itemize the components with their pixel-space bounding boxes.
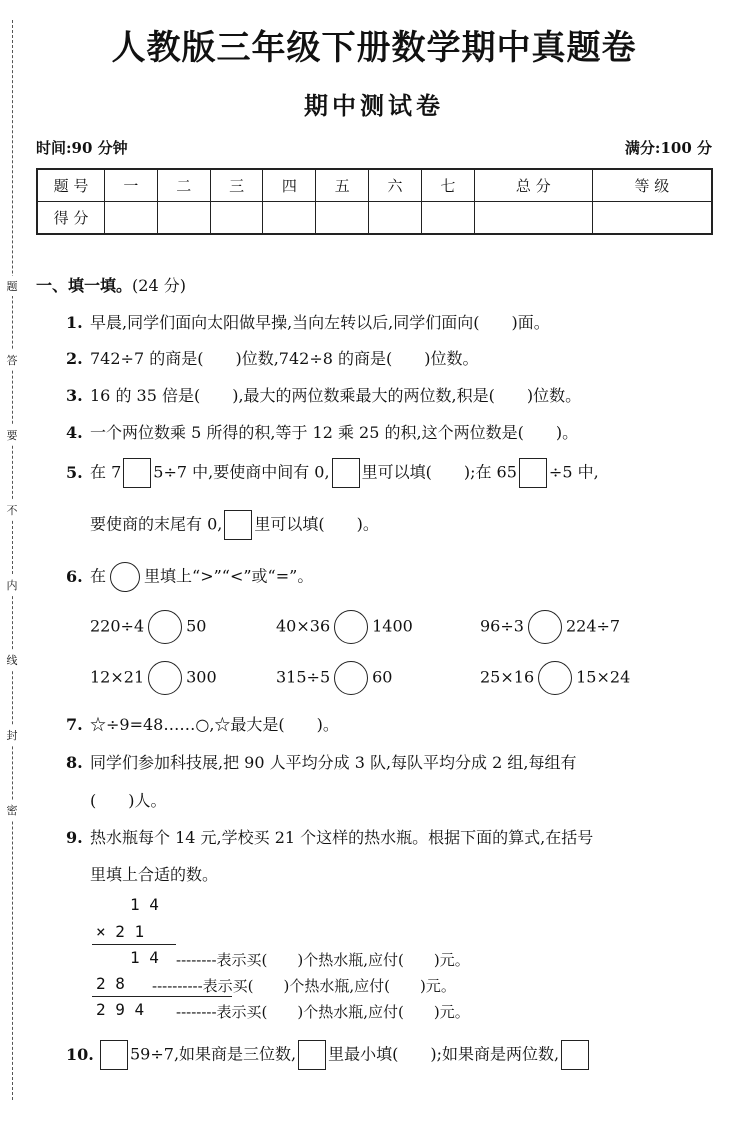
calc-note: --------表示买( )个热水瓶,应付( )元。 xyxy=(176,1003,470,1021)
question-text: 5÷7 中,要使商中间有 0, xyxy=(153,462,330,482)
score-row-label: 得 分 xyxy=(37,202,105,235)
score-header-cell: 七 xyxy=(421,169,474,202)
margin-char: 封 xyxy=(5,725,19,745)
question-text: 59÷7,如果商是三位数, xyxy=(130,1044,297,1064)
calc-partial-1: 1 4 xyxy=(130,948,159,967)
question-text: 16 的 35 倍是( ),最大的两位数乘最大的两位数,积是( )位数。 xyxy=(90,386,582,405)
compare-circle[interactable] xyxy=(148,610,182,644)
answer-box[interactable] xyxy=(519,458,547,488)
score-header-cell: 六 xyxy=(369,169,422,202)
compare-left: 96÷3 xyxy=(480,616,524,636)
answer-box[interactable] xyxy=(224,510,252,540)
question-number: 7. xyxy=(66,715,83,734)
time-limit: 时间:90 分钟 xyxy=(36,139,128,157)
answer-box[interactable] xyxy=(561,1040,589,1070)
compare-left: 220÷4 xyxy=(90,616,145,636)
question-text: ÷5 中, xyxy=(548,462,599,482)
question-5 xyxy=(66,458,599,488)
answer-box[interactable] xyxy=(332,458,360,488)
calc-note: --------表示买( )个热水瓶,应付( )元。 xyxy=(176,951,470,969)
question-text: 里最小填( );如果商是两位数, xyxy=(328,1044,560,1064)
margin-char: 密 xyxy=(5,800,19,820)
score-header-cell: 五 xyxy=(316,169,369,202)
question-number: 6. xyxy=(66,566,83,586)
question-4 xyxy=(66,420,578,443)
score-header-cell: 题 号 xyxy=(37,169,105,202)
question-9 xyxy=(66,825,593,848)
question-10 xyxy=(66,1040,591,1070)
margin-char: 线 xyxy=(5,650,19,670)
question-8 xyxy=(66,750,577,773)
compare-item xyxy=(90,610,206,644)
score-cell[interactable] xyxy=(592,202,712,235)
score-cell[interactable] xyxy=(105,202,158,235)
question-7 xyxy=(66,712,339,735)
section-points: (24 分) xyxy=(132,276,186,295)
full-score: 满分:100 分 xyxy=(624,139,712,157)
question-1 xyxy=(66,310,550,333)
page-subtitle: 期中测试卷 xyxy=(304,92,444,120)
question-number: 8. xyxy=(66,753,83,772)
circle-symbol xyxy=(110,562,140,592)
section-title: 一、填一填。 xyxy=(36,276,133,295)
question-text: 在 xyxy=(90,566,107,586)
question-text: 在 7 xyxy=(90,462,122,482)
question-text: 里可以填( )。 xyxy=(254,514,379,534)
score-value-row xyxy=(37,202,712,235)
margin-char: 内 xyxy=(5,575,19,595)
score-cell[interactable] xyxy=(210,202,263,235)
score-cell[interactable] xyxy=(369,202,422,235)
compare-circle[interactable] xyxy=(334,610,368,644)
question-text: 同学们参加科技展,把 90 人平均分成 3 队,每队平均分成 2 组,每组有 xyxy=(90,753,577,772)
question-5-line2 xyxy=(90,510,379,540)
question-9-line2: 里填上合适的数。 xyxy=(90,865,219,884)
answer-box[interactable] xyxy=(123,458,151,488)
calc-multiplier: × 2 1 xyxy=(96,922,145,941)
question-number: 2. xyxy=(66,349,83,368)
score-header-cell: 总 分 xyxy=(474,169,592,202)
compare-item xyxy=(90,661,217,695)
score-header-cell: 一 xyxy=(105,169,158,202)
margin-char: 题 xyxy=(5,276,19,296)
compare-circle[interactable] xyxy=(528,610,562,644)
compare-left: 25×16 xyxy=(480,667,535,687)
question-8-line2: ( )人。 xyxy=(90,791,167,810)
compare-circle[interactable] xyxy=(538,661,572,695)
score-cell[interactable] xyxy=(474,202,592,235)
calc-partial-2: 2 8 xyxy=(96,974,125,993)
question-6 xyxy=(66,562,313,592)
compare-right: 224÷7 xyxy=(565,616,621,636)
question-2 xyxy=(66,346,478,369)
score-header-cell: 四 xyxy=(263,169,316,202)
question-3 xyxy=(66,383,581,406)
compare-left: 40×36 xyxy=(276,616,331,636)
section-heading xyxy=(36,273,186,296)
compare-right: 15×24 xyxy=(576,667,631,687)
question-number: 10. xyxy=(66,1044,94,1064)
compare-left: 315÷5 xyxy=(276,667,331,687)
compare-item xyxy=(276,610,413,644)
score-cell[interactable] xyxy=(157,202,210,235)
compare-item xyxy=(276,661,392,695)
compare-right: 300 xyxy=(186,667,217,687)
compare-item xyxy=(480,610,620,644)
binding-line xyxy=(12,20,13,1100)
margin-char: 答 xyxy=(5,350,19,370)
score-table xyxy=(36,168,713,235)
score-cell[interactable] xyxy=(421,202,474,235)
question-text: 里填上“>”“<”或“=”。 xyxy=(144,566,314,586)
score-header-cell: 等 级 xyxy=(592,169,712,202)
calc-rule xyxy=(92,944,176,945)
answer-box[interactable] xyxy=(100,1040,128,1070)
question-number: 9. xyxy=(66,828,83,847)
score-header-cell: 二 xyxy=(157,169,210,202)
score-cell[interactable] xyxy=(263,202,316,235)
question-text: 里可以填( );在 65 xyxy=(361,462,517,482)
question-text: 一个两位数乘 5 所得的积,等于 12 乘 25 的积,这个两位数是( )。 xyxy=(90,423,579,442)
page-title: 人教版三年级下册数学期中真题卷 xyxy=(111,28,637,68)
question-text: ☆÷9=48……○,☆最大是( )。 xyxy=(90,715,339,734)
compare-item xyxy=(480,661,630,695)
question-number: 4. xyxy=(66,423,83,442)
calc-rule xyxy=(92,996,232,997)
question-text: 早晨,同学们面向太阳做早操,当向左转以后,同学们面向( )面。 xyxy=(90,313,550,332)
compare-circle[interactable] xyxy=(334,661,368,695)
compare-right: 50 xyxy=(186,616,207,636)
answer-box[interactable] xyxy=(298,1040,326,1070)
score-header-row xyxy=(37,169,712,202)
compare-circle[interactable] xyxy=(148,661,182,695)
question-number: 1. xyxy=(66,313,83,332)
question-number: 3. xyxy=(66,386,83,405)
compare-right: 60 xyxy=(372,667,393,687)
question-number: 5. xyxy=(66,462,83,482)
margin-char: 要 xyxy=(5,425,19,445)
calc-result: 2 9 4 xyxy=(96,1000,145,1019)
calc-note: ----------表示买( )个热水瓶,应付( )元。 xyxy=(152,977,456,995)
margin-char: 不 xyxy=(5,500,19,520)
compare-right: 1400 xyxy=(372,616,413,636)
score-header-cell: 三 xyxy=(210,169,263,202)
calc-multiplicand: 1 4 xyxy=(130,895,159,914)
question-text: 742÷7 的商是( )位数,742÷8 的商是( )位数。 xyxy=(90,349,479,368)
question-text: 热水瓶每个 14 元,学校买 21 个这样的热水瓶。根据下面的算式,在括号 xyxy=(90,828,594,847)
score-cell[interactable] xyxy=(316,202,369,235)
compare-left: 12×21 xyxy=(90,667,145,687)
question-text: 要使商的末尾有 0, xyxy=(90,514,223,534)
